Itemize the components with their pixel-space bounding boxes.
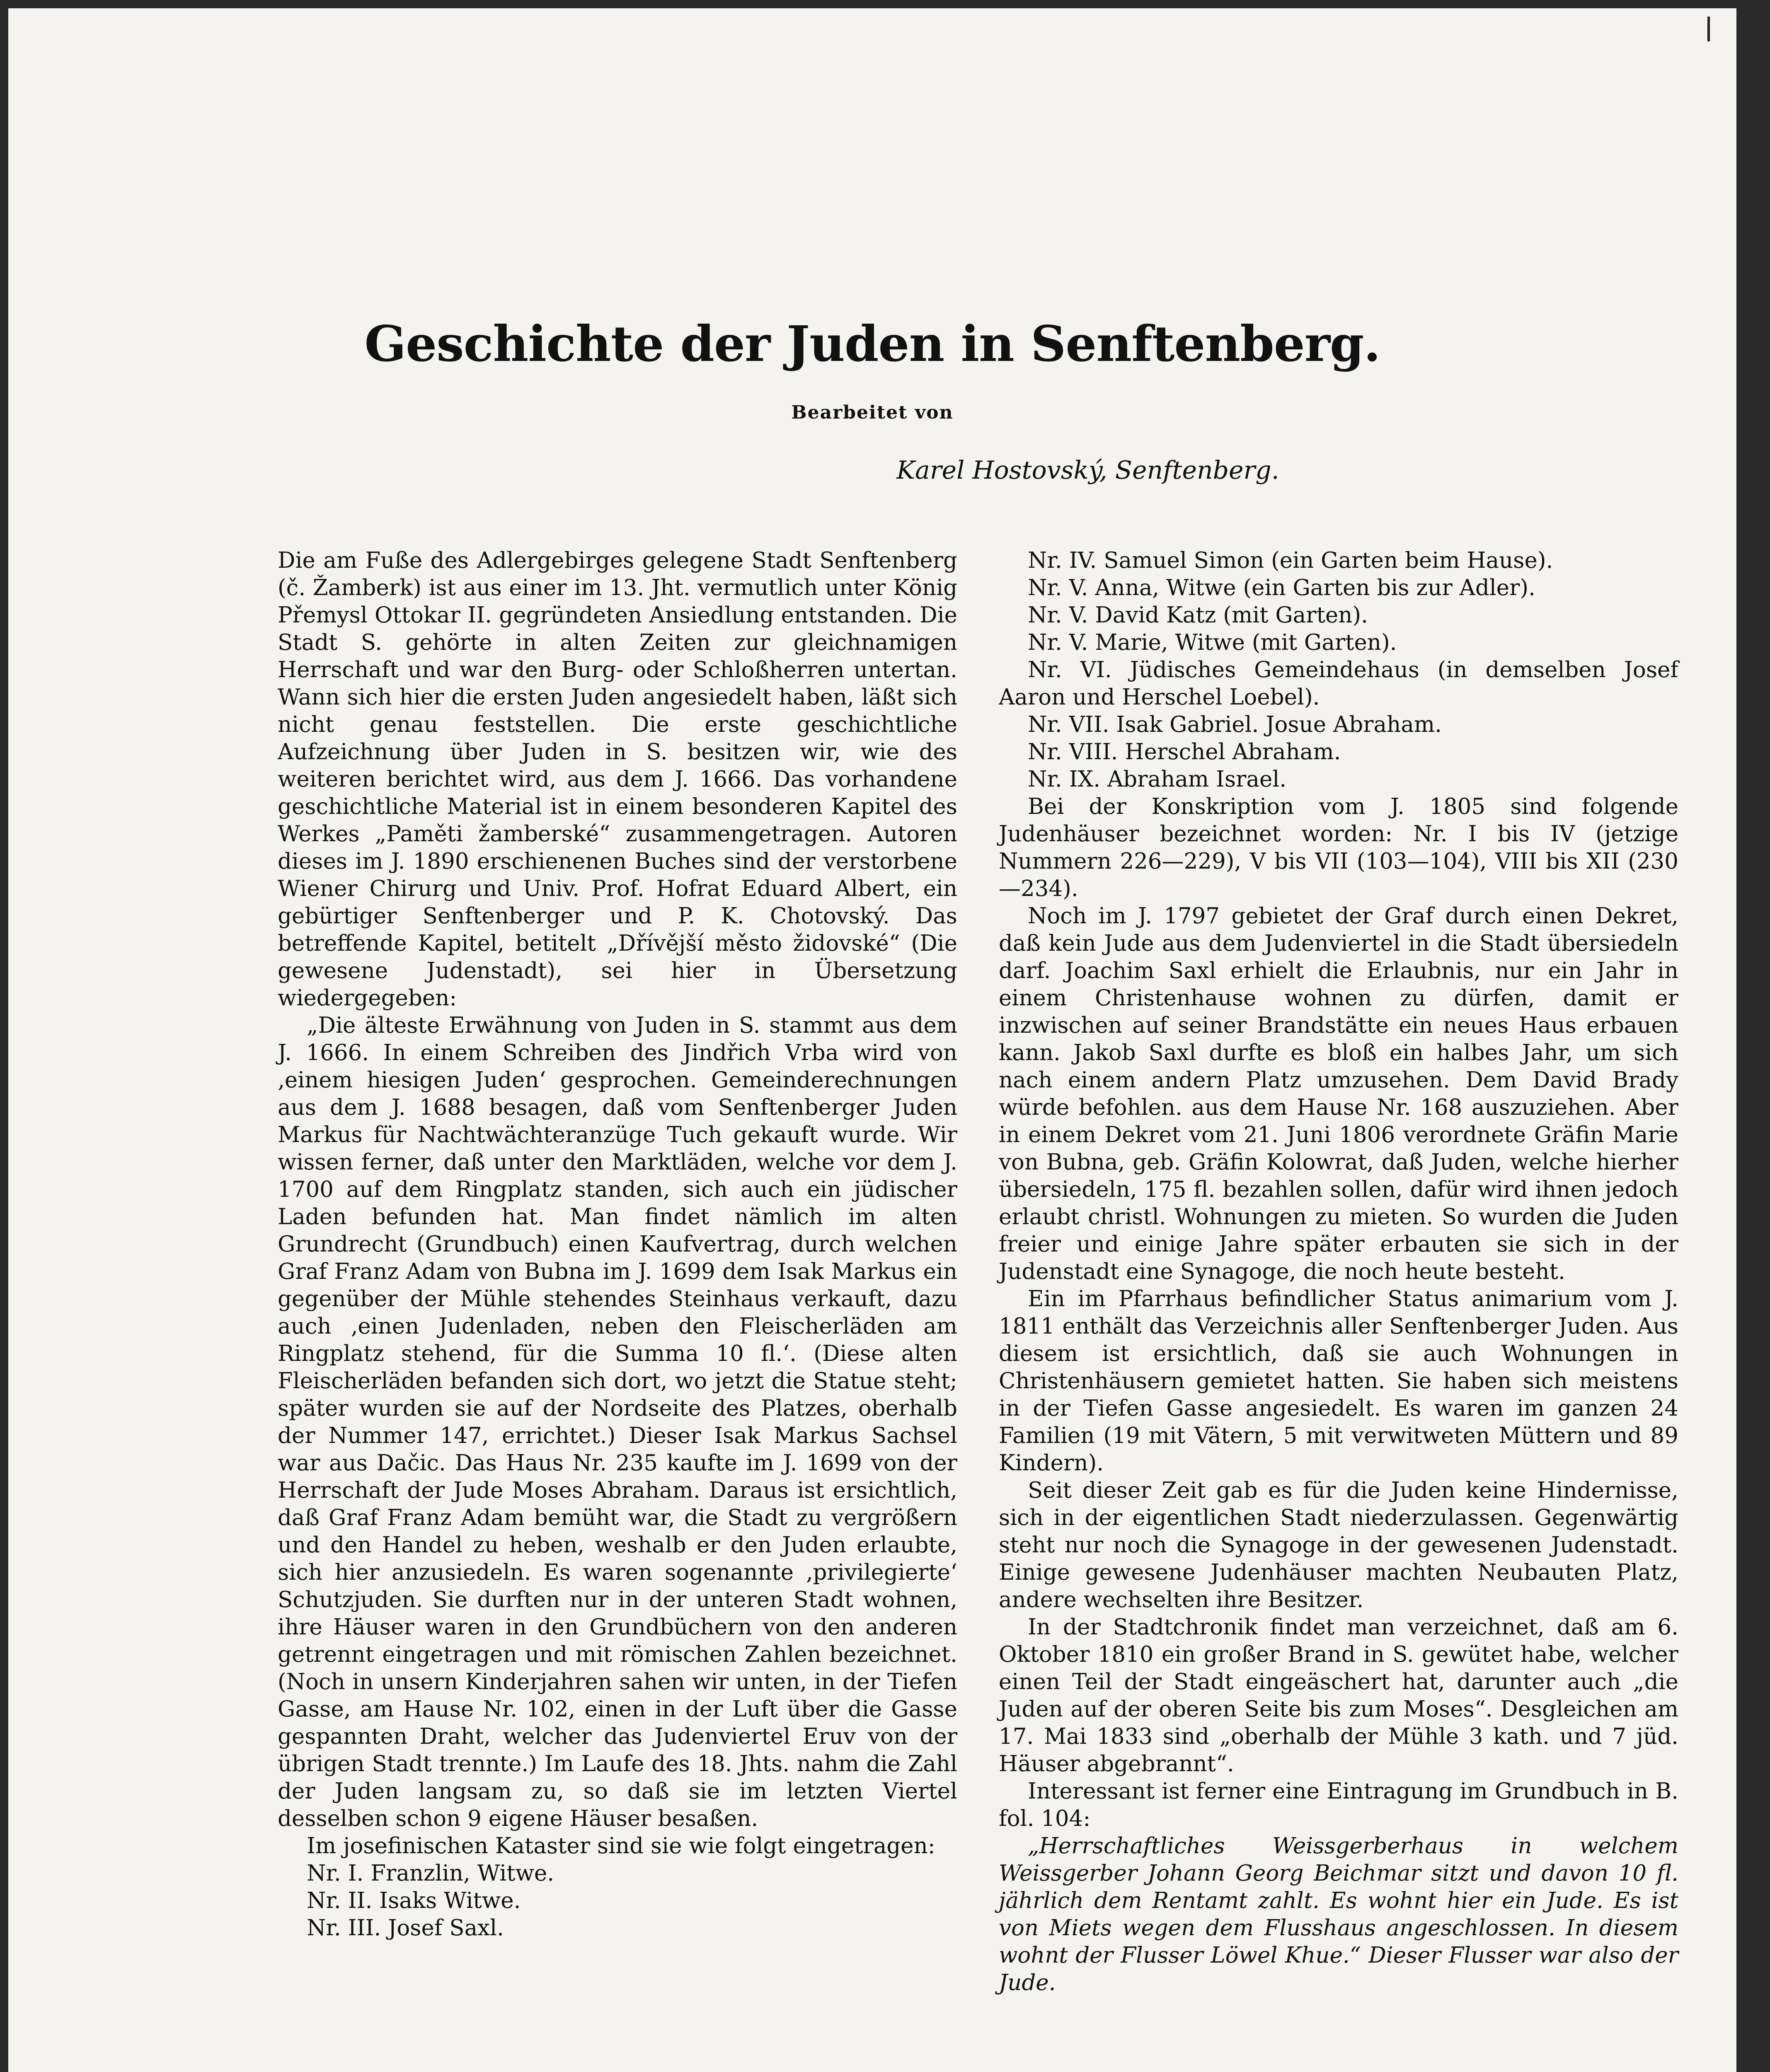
paragraph: Bei der Konskription vom J. 1805 sind folgende Judenhäuser bezeichnet worden: Nr. I bis IV (jetzige Nummern 226—229), V bis VII (103—104), VIII bis XII (230—234). xyxy=(999,794,1678,901)
paragraph: Noch im J. 1797 gebietet der Graf durch einen Dekret, daß kein Jude aus dem Judenviertel in die Stadt übersiedeln darf. Joachim Saxl erhielt die Erlaubnis, nur ein Jahr in einem Christenhause wohnen zu dürfen, damit er inzwischen auf seiner Brandstätte ein neues Haus erbauen kann. Jakob Saxl durfte es bloß ein halbes Jahr, um sich nach einem andern Platz umzusehen. Dem David Brady würde befohlen. aus dem Hause Nr. 168 auszuziehen. Aber in einem Dekret vom 21. Juni 1806 verordnete Gräfin Marie von Bubna, geb. Gräfin Kolowrat, daß Juden, welche hierher übersiedeln, 175 fl. bezahlen sollen, dafür wird ihnen jedoch erlaubt christl. Wohnungen zu mieten. So wurden die Juden freier und einige Jahre später erbauten sie sich in der Judenstadt eine Synagoge, die noch heute besteht. xyxy=(999,903,1678,1284)
list-item: Nr. VII. Isak Gabriel. Josue Abraham. xyxy=(1028,712,1442,737)
list-item: Nr. I. Franzlin, Witwe. xyxy=(307,1861,554,1886)
list-item: Nr. V. Anna, Witwe (ein Garten bis zur Adler). xyxy=(1028,575,1535,600)
paragraph: „Die älteste Erwähnung von Juden in S. stammt aus dem J. 1666. In einem Schreiben des Jindřich Vrba wird von ‚einem hiesigen Juden‘ gesprochen. Gemeinderechnungen aus dem J. 1688 besagen, daß vom Senftenberger Juden Markus für Nachtwächteranzüge Tuch gekauft wurde. Wir wissen ferner, daß unter den Marktläden, welche vor dem J. 1700 auf dem Ringplatz standen, sich auch ein jüdischer Laden befunden hat. Man findet nämlich im alten Grundrecht (Grundbuch) einen Kaufvertrag, durch welchen Graf Franz Adam von Bubna im J. 1699 dem Isak Markus ein gegenüber der Mühle stehendes Steinhaus verkauft, dazu auch ‚einen Judenladen, neben den Fleischerläden am Ringplatz stehend, für die Summa 10 fl.‘. (Diese alten Fleischerläden befanden sich dort, wo jetzt die Statue steht; später wurden sie auf der Nordseite des Platzes, oberhalb der Nummer 147, errichtet.) Dieser Isak Markus Sachsel war aus Dačic. Das Haus Nr. 235 kaufte im J. 1699 von der Herrschaft der Jude Moses Abraham. Daraus ist ersichtlich, daß Graf Franz Adam bemüht war, die Stadt zu vergrößern und den Handel zu heben, weshalb er den Juden erlaubte, sich hier anzusiedeln. Es waren sogenannte ‚privilegierte‘ Schutzjuden. Sie durften nur in der unteren Stadt wohnen, ihre Häuser waren in den Grundbüchern von den anderen getrennt eingetragen und mit römischen Zahlen bezeichnet. (Noch in unsern Kinderjahren sahen wir unten, in der Tiefen Gasse, am Hause Nr. 102, einen in der Luft über die Gasse gespannten Draht, welcher das Judenviertel Eruv von der übrigen Stadt trennte.) Im Laufe des 18. Jhts. nahm die Zahl der Juden langsam zu, so daß sie im letzten Viertel desselben schon 9 eigene Häuser besaßen. xyxy=(278,1013,957,1831)
byline-author: Karel Hostovský, Senftenberg. xyxy=(896,456,1279,485)
article-title: Geschichte der Juden in Senftenberg. xyxy=(364,315,1380,373)
list-item: Nr. IX. Abraham Israel. xyxy=(1028,767,1287,792)
byline-edited-by: Bearbeitet von xyxy=(791,402,954,423)
margin-mark xyxy=(1707,17,1720,41)
paragraph: Seit dieser Zeit gab es für die Juden keine Hindernisse, sich in der eigentlichen Stadt niederzulassen. Gegenwärtig steht nur noch die Synagoge in der gewesenen Judenstadt. Einige gewesene Judenhäuser machten Neubauten Platz, andere wechselten ihre Besitzer. xyxy=(999,1478,1678,1612)
paragraph: Im josefinischen Kataster sind sie wie folgt eingetragen: xyxy=(307,1833,935,1859)
document-page xyxy=(8,8,1736,2072)
paragraph: In der Stadtchronik findet man verzeichnet, daß am 6. Oktober 1810 ein großer Brand in S. gewütet habe, welcher einen Teil der Stadt eingeäschert hat, darunter auch „die Juden auf der oberen Seite bis zum Moses“. Desgleichen am 17. Mai 1833 sind „oberhalb der Mühle 3 kath. und 7 jüd. Häuser abgebrannt“. xyxy=(999,1615,1678,1777)
list-item: Nr. V. David Katz (mit Garten). xyxy=(1028,603,1368,628)
list-item: Nr. VIII. Herschel Abraham. xyxy=(1028,739,1341,765)
paragraph: Interessant ist ferner eine Eintragung im Grundbuch in B. fol. 104: xyxy=(999,1779,1678,1831)
paragraph: Die am Fuße des Adlergebirges gelegene Stadt Senftenberg (č. Žamberk) ist aus einer im 13. Jht. vermutlich unter König Přemysl Ottokar II. gegründeten Ansiedlung entstanden. Die Stadt S. gehörte in alten Zeiten zur gleichnamigen Herrschaft und war den Burg- oder Schloßherren untertan. Wann sich hier die ersten Juden angesiedelt haben, läßt sich nicht genau feststellen. Die erste geschichtliche Aufzeichnung über Juden in S. besitzen wir, wie des weiteren berichtet wird, aus dem J. 1666. Das vorhandene geschichtliche Material ist in einem besonderen Kapitel des Werkes „Paměti žamberské“ zusammengetragen. Autoren dieses im J. 1890 erschienenen Buches sind der verstorbene Wiener Chirurg und Univ. Prof. Hofrat Eduard Albert, ein gebürtiger Senftenberger und P. K. Chotovský. Das betreffende Kapitel, betitelt „Dřívější město židovské“ (Die gewesene Judenstadt), sei hier in Übersetzung wiedergegeben: xyxy=(278,548,957,1011)
list-item: Nr. III. Josef Saxl. xyxy=(307,1915,504,1941)
paragraph: Ein im Pfarrhaus befindlicher Status animarium vom J. 1811 enthält das Verzeichnis aller Senftenberger Juden. Aus diesem ist ersichtlich, daß sie auch Wohnungen in Christenhäusern gemietet hatten. Sie haben sich meistens in der Tiefen Gasse angesiedelt. Es waren im ganzen 24 Familien (19 mit Vätern, 5 mit verwitweten Müttern und 89 Kindern). xyxy=(999,1286,1678,1476)
list-item: Nr. II. Isaks Witwe. xyxy=(307,1888,521,1913)
quote-paragraph: „Herrschaftliches Weissgerberhaus in welchem Weissgerber Johann Georg Beichmar sitzt und davon 10 fl. jährlich dem Rentamt zahlt. Es wohnt hier ein Jude. Es ist von Miets wegen dem Flusshaus angeschlossen. In diesem wohnt der Flusser Löwel Khue.“ Dieser Flusser war also der Jude. xyxy=(999,1833,1678,1995)
left-column xyxy=(278,547,957,1942)
right-column xyxy=(999,547,1678,1997)
list-item: Nr. VI. Jüdisches Gemeindehaus (in demselben Josef Aaron und Herschel Loebel). xyxy=(999,657,1678,710)
list-item: Nr. V. Marie, Witwe (mit Garten). xyxy=(1028,630,1397,655)
list-item: Nr. IV. Samuel Simon (ein Garten beim Hause). xyxy=(1028,548,1553,573)
